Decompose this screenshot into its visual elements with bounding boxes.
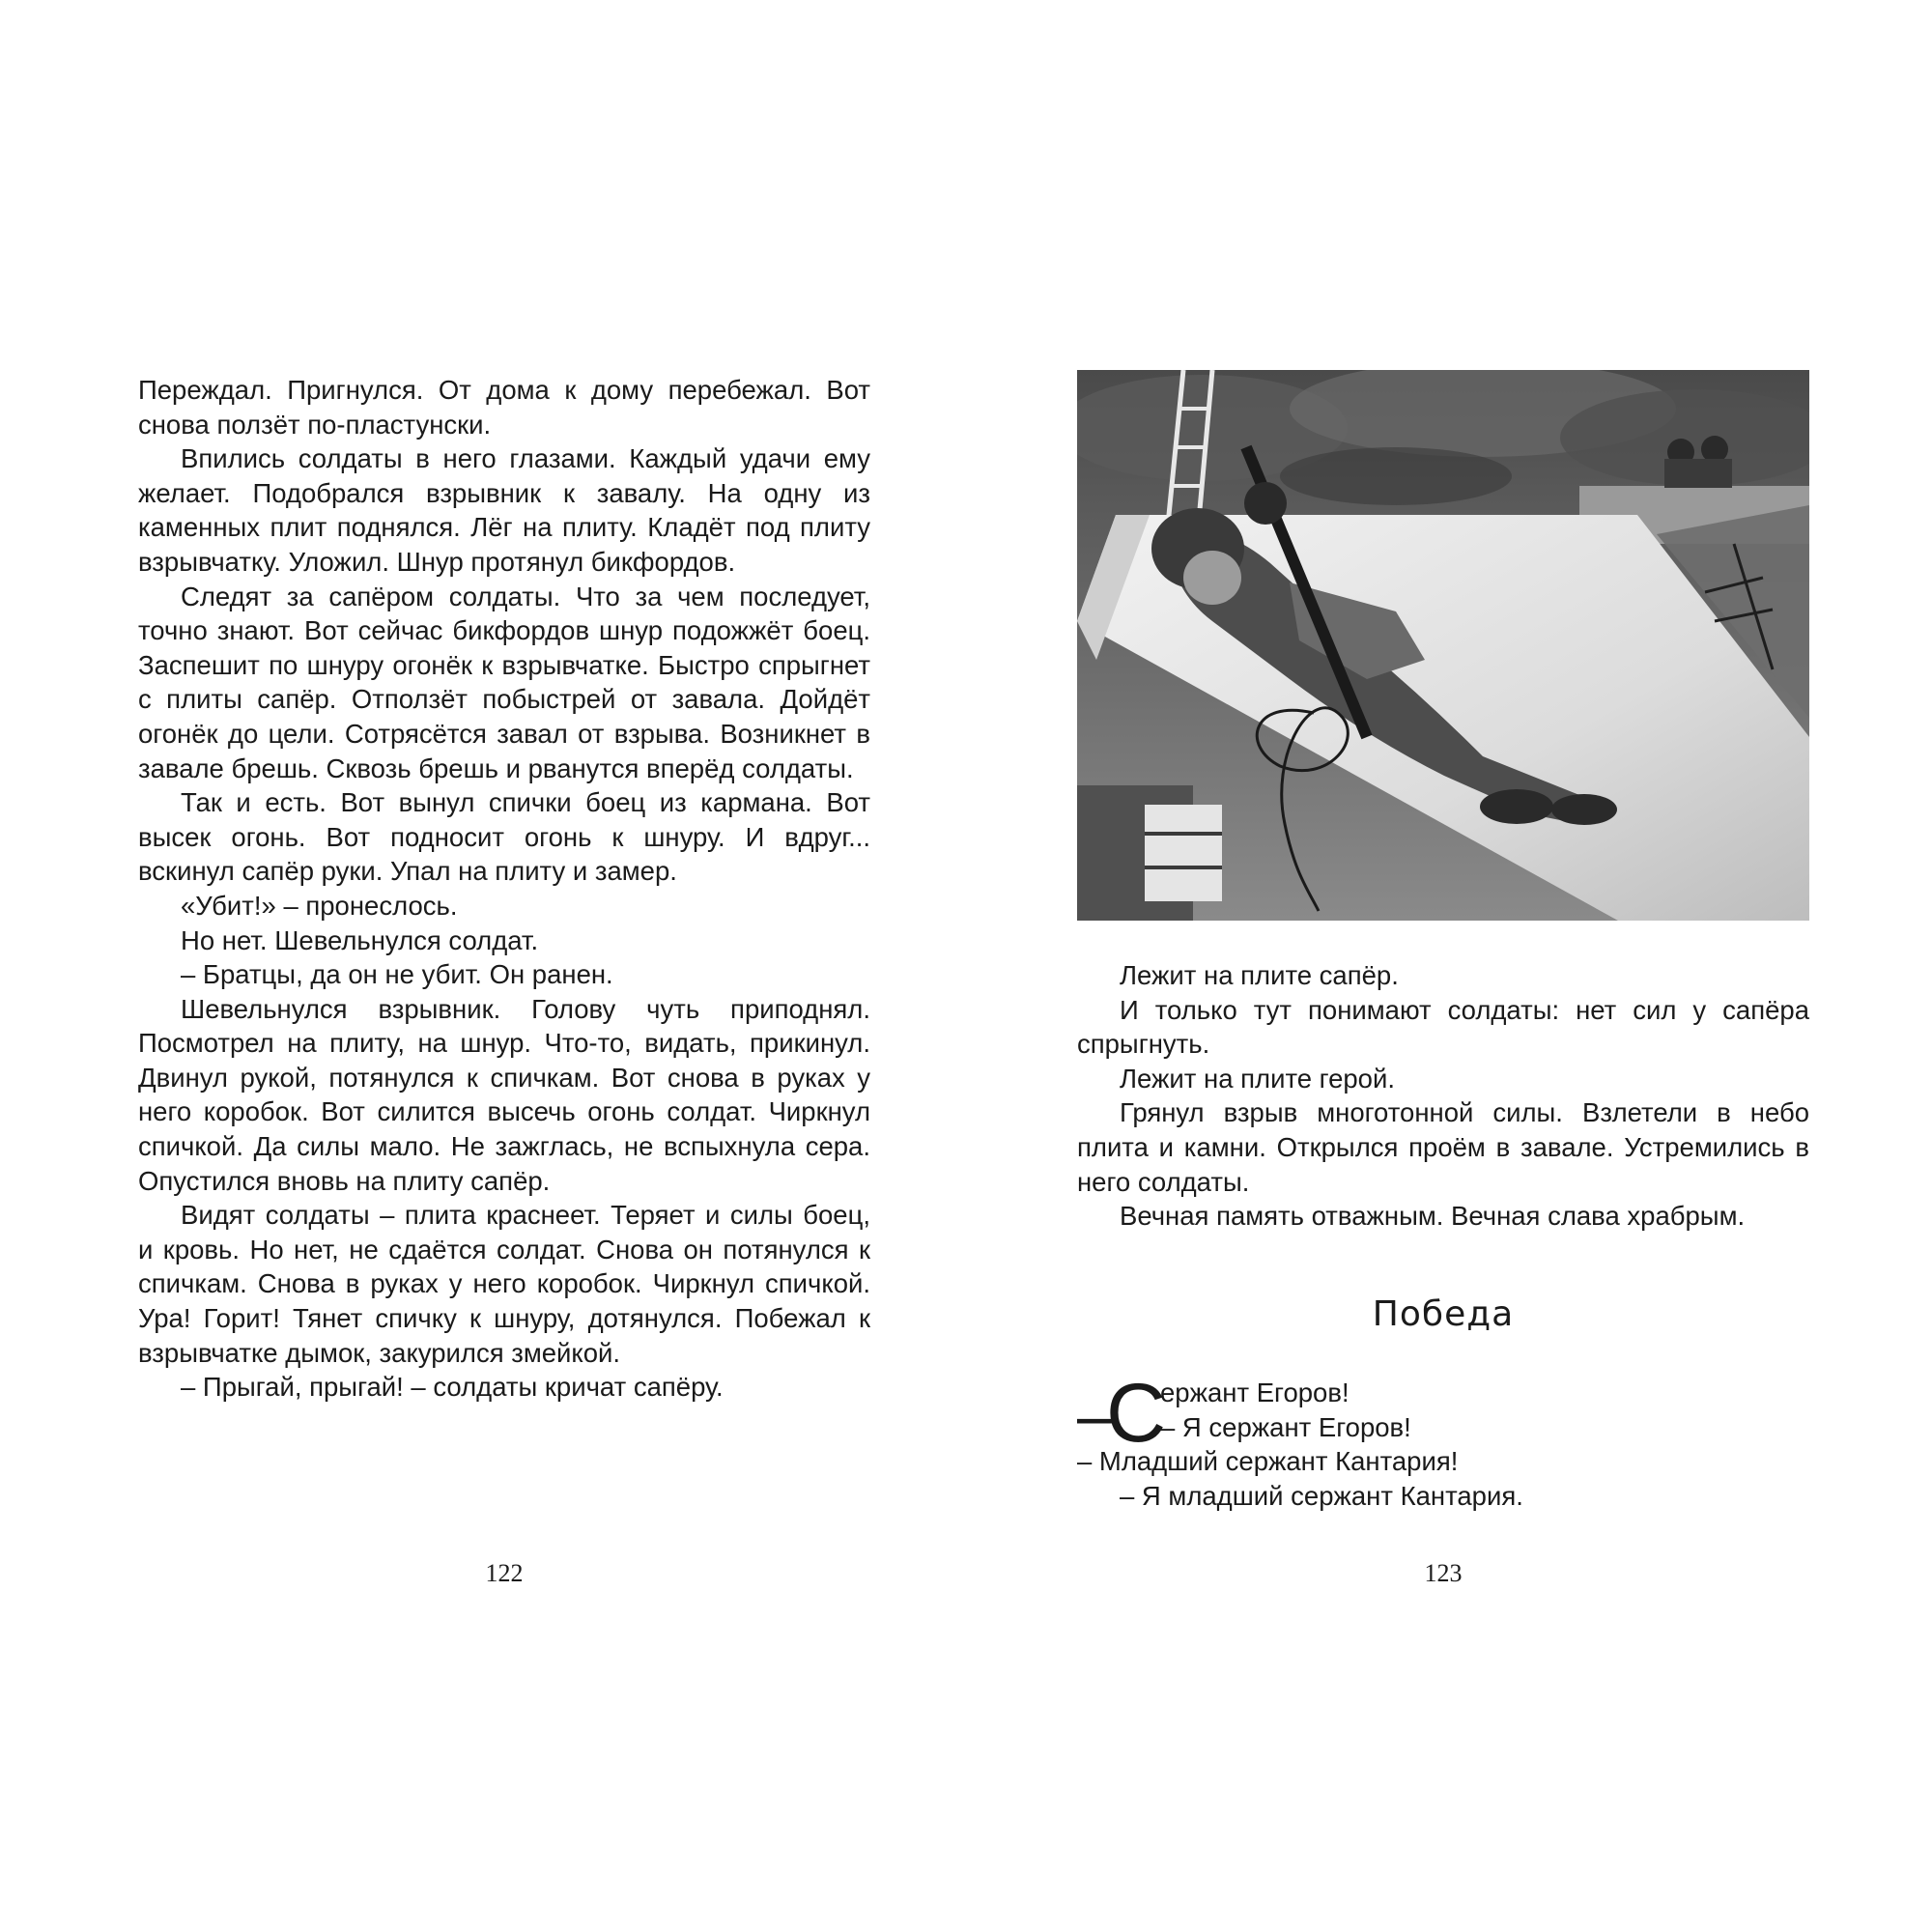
paragraph: Грянул взрыв многотонной силы. Взлетели в небо плита и камни. Открылся проём в завале. Устремились в него солдаты. [1077,1097,1809,1197]
soldier-illustration [1077,370,1809,921]
left-page-text [138,373,870,1405]
illustration-drawing [1077,370,1809,921]
dialog-line: – Я младший сержант Кантария. [1120,1480,1523,1511]
dialog-line: – Я сержант Егоров! [1160,1411,1411,1442]
paragraph: Вечная память отважным. Вечная слава храбрым. [1120,1201,1746,1232]
dialog-line: ержант Егоров! [1160,1378,1350,1407]
paragraph: Шевельнулся взрывник. Голову чуть приподнял. Посмотрел на плиту, на шнур. Что-то, видать, прикинул. Двинул рукой, потянулся к спичкам. Вот снова в руках у него коробок. Вот силится высечь огонь солдат. Чиркнул спичкой. Да силы мало. Не зажглась, не вспыхнула сера. Опустился вновь на плиту сапёр. [138,993,870,1196]
dialog-line: – Младший сержант Кантария! [1077,1446,1459,1476]
chapter-title: Победа [1372,1294,1515,1334]
paragraph: «Убит!» – пронеслось. [181,890,458,921]
dialog-block [1077,1367,1809,1513]
paragraph: Видят солдаты – плита краснеет. Теряет и силы боец, и кровь. Но нет, не сдаётся солдат. Снова он потянулся к спичкам. Снова в руках у него коробок. Чиркнул спичкой. Ура! Горит! Тянет спичку к шнуру, дотянулся. Побежал к взрывчатке дымок, закурился змейкой. [138,1200,870,1368]
dropcap-dash: – [1077,1378,1115,1453]
page-number-left: 122 [485,1559,524,1587]
paragraph: Но нет. Шевельнулся солдат. [181,924,539,955]
paragraph: – Братцы, да он не убит. Он ранен. [181,959,613,990]
right-page-text [1077,958,1809,1234]
dropcap-letter: С [1106,1367,1167,1460]
dropcap-line [1077,1367,1809,1460]
paragraph: Следят за сапёром солдаты. Что за чем последует, точно знают. Вот сейчас бикфордов шнур подожжёт боец. Заспешит по шнуру огонёк к взрывчатке. Быстро спрыгнет с плиты сапёр. Отползёт побыстрей от завала. Дойдёт огонёк до цели. Сотрясётся завал от взрыва. Возникнет в завале брешь. Сквозь брешь и рванутся вперёд солдаты. [138,581,870,783]
paragraph: И только тут понимают солдаты: нет сил у сапёра спрыгнуть. [1077,994,1809,1060]
page-number-right: 123 [1424,1559,1463,1587]
paragraph: Впились солдаты в него глазами. Каждый удачи ему желает. Подобрался взрывник к завалу. На одну из каменных плит поднялся. Лёг на плиту. Кладёт под плиту взрывчатку. Уложил. Шнур протянул бикфордов. [138,443,870,577]
paragraph: – Прыгай, прыгай! – солдаты кричат сапёру. [181,1372,724,1403]
paragraph: Так и есть. Вот вынул спички боец из кармана. Вот высек огонь. Вот подносит огонь к шнуру. И вдруг... вскинул сапёр руки. Упал на плиту и замер. [138,787,870,887]
paragraph: Лежит на плите герой. [1120,1063,1395,1094]
paragraph: Лежит на плите сапёр. [1120,960,1399,990]
paragraph: Переждал. Пригнулся. От дома к дому перебежал. Вот снова ползёт по-пластунски. [138,375,870,440]
